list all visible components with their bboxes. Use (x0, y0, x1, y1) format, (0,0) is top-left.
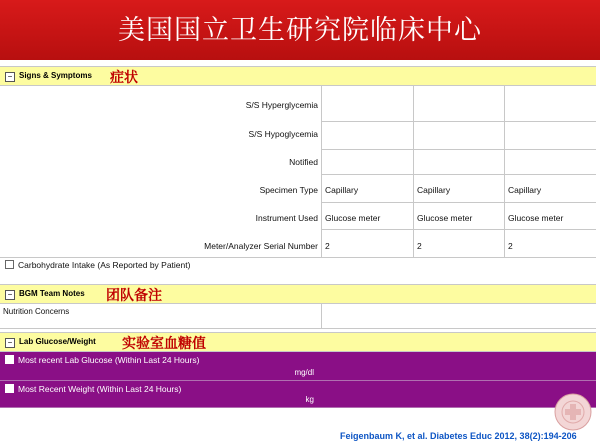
grid-divider (0, 257, 596, 258)
section-header-lab[interactable] (0, 332, 596, 352)
section-cn-label-lab: 实验室血糖值 (122, 336, 206, 352)
section-label-lab: Lab Glucose/Weight (19, 337, 96, 346)
row-label-notified: Notified (289, 157, 318, 167)
section-label-bgm: BGM Team Notes (19, 289, 85, 298)
collapse-toggle-icon[interactable]: − (5, 338, 15, 348)
grid-divider (413, 86, 414, 257)
lab-glucose-label: Most recent Lab Glucose (Within Last 24 Hours) (18, 355, 200, 365)
grid-divider (321, 149, 596, 150)
collapse-toggle-icon[interactable]: − (5, 72, 15, 82)
cell-value[interactable]: Glucose meter (417, 213, 473, 223)
cell-value[interactable]: 2 (325, 241, 330, 251)
emblem-icon (553, 392, 593, 432)
lab-weight-label: Most Recent Weight (Within Last 24 Hours) (18, 384, 182, 394)
row-label-specimen-type: Specimen Type (259, 185, 318, 195)
cell-value[interactable]: 2 (508, 241, 513, 251)
grid-divider (321, 304, 322, 328)
section-label-signs: Signs & Symptoms (19, 71, 92, 80)
section-header-bgm[interactable] (0, 284, 596, 304)
cell-value[interactable]: Capillary (417, 185, 451, 195)
cell-value[interactable]: Glucose meter (508, 213, 564, 223)
section-cn-label-signs: 症状 (110, 70, 138, 86)
carb-intake-checkbox[interactable] (5, 260, 14, 269)
row-label-hyperglycemia: S/S Hyperglycemia (245, 100, 318, 110)
row-label-serial-number: Meter/Analyzer Serial Number (204, 241, 318, 251)
grid-divider (504, 86, 505, 257)
lab-glucose-row[interactable] (0, 352, 596, 381)
citation-text: Feigenbaum K, et al. Diabetes Educ 2012, 38(2):194-206 (340, 431, 577, 441)
section-header-signs[interactable] (0, 66, 596, 86)
lab-weight-unit: kg (305, 395, 314, 404)
lab-weight-checkbox[interactable] (5, 384, 14, 393)
row-label-hypoglycemia: S/S Hypoglycemia (248, 129, 318, 139)
nutrition-concerns-label: Nutrition Concerns (3, 307, 70, 316)
cell-value[interactable]: Glucose meter (325, 213, 381, 223)
row-label-instrument: Instrument Used (255, 213, 318, 223)
grid-divider (321, 86, 322, 257)
grid-divider (321, 229, 596, 230)
cell-value[interactable]: Capillary (325, 185, 359, 195)
flowsheet-form (0, 66, 596, 410)
slide-title: 美国国立卫生研究院临床中心 (0, 0, 600, 60)
carb-intake-label: Carbohydrate Intake (As Reported by Patient) (18, 260, 191, 270)
grid-divider (321, 202, 596, 203)
lab-glucose-checkbox[interactable] (5, 355, 14, 364)
grid-divider (321, 121, 596, 122)
cell-value[interactable]: 2 (417, 241, 422, 251)
section-cn-label-bgm: 团队备注 (106, 288, 162, 304)
lab-glucose-unit: mg/dl (294, 368, 314, 377)
collapse-toggle-icon[interactable]: − (5, 290, 15, 300)
grid-divider (321, 174, 596, 175)
lab-weight-row[interactable] (0, 381, 596, 408)
cell-value[interactable]: Capillary (508, 185, 542, 195)
grid-divider (0, 328, 596, 329)
